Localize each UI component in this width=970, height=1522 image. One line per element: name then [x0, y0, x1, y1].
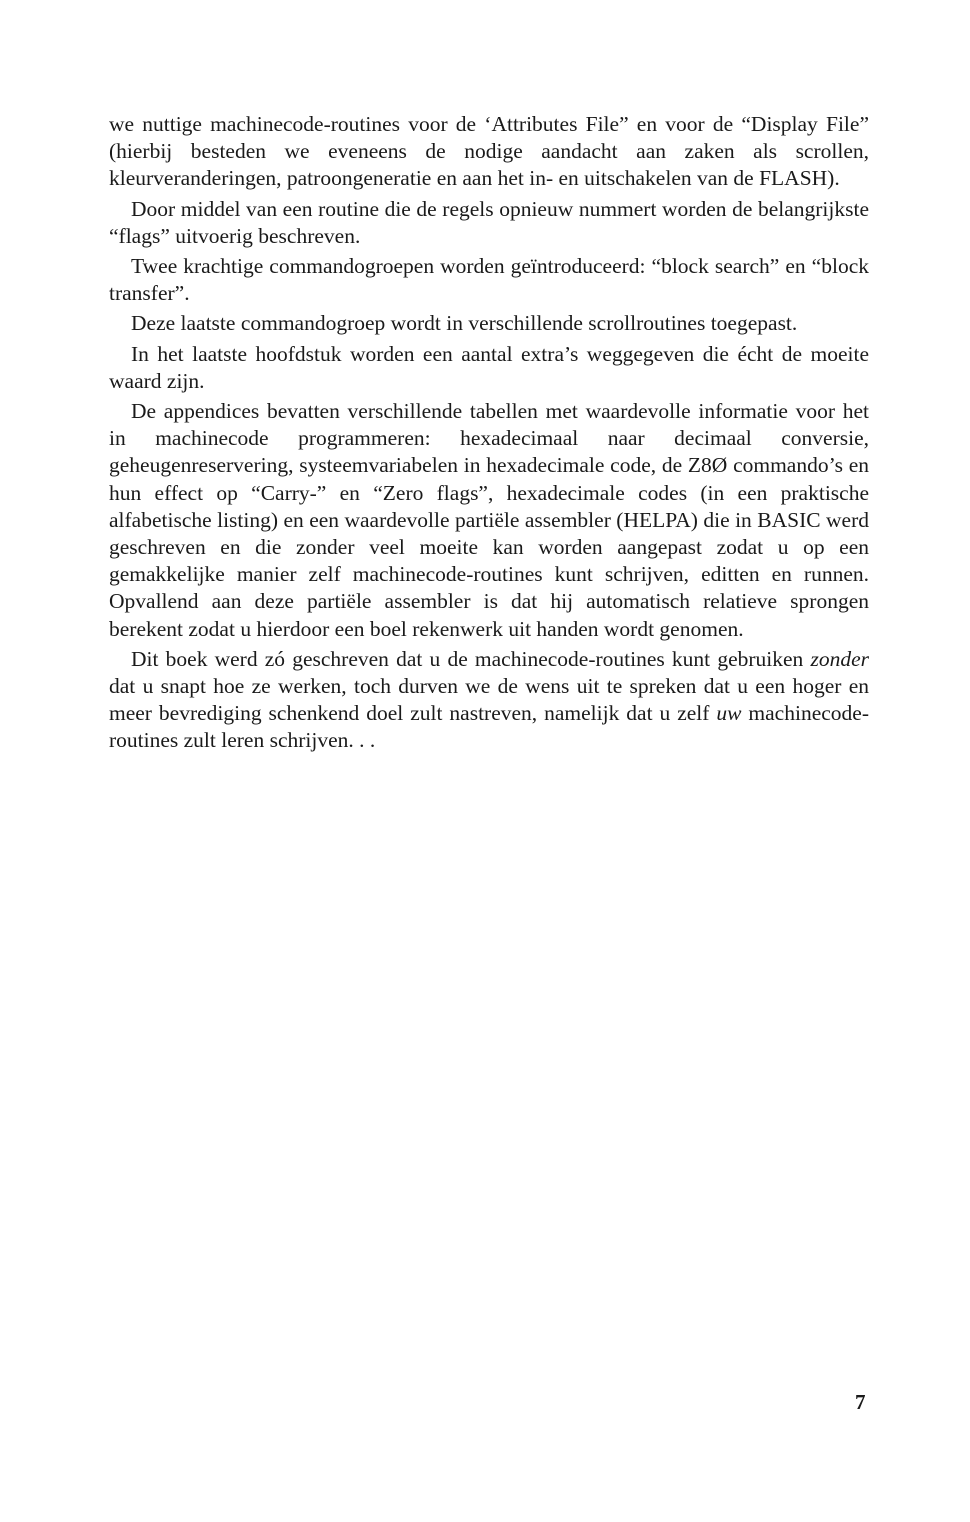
conclusion-text-2: dat u snapt hoe ze werken, toch durven we de wens uit te spreken dat u een hoger en meer bevrediging schenkend doel zult nastreven, namelijk dat u zelf [109, 674, 869, 726]
paragraph-intro-continuation: we nuttige machinecode-routines voor de ‘Attributes File” en voor de “Display File” (hierbij besteden we eveneens de nodige aandacht aan zaken als scrollen, kleurveranderingen, patroongeneratie en aan het in- en uitschakelen van de FLASH). [109, 112, 869, 191]
conclusion-text-1: Dit boek werd zó geschreven dat u de machinecode-routines kunt gebruiken [131, 646, 811, 671]
emphasis-uw: uw [716, 701, 742, 726]
conclusion-text-3: machinecode-routines zult leren schrijven. . . [109, 701, 869, 753]
page-number: 7 [855, 1390, 866, 1414]
paragraph-scrollroutines: Deze laatste commandogroep wordt in verschillende scrollroutines toegepast. [131, 311, 798, 336]
paragraph-flags: Door middel van een routine die de regels opnieuw nummert worden de belangrijkste “flags” uitvoerig beschreven. [109, 196, 869, 248]
page-body [109, 111, 869, 755]
paragraph-commandogroepen: Twee krachtige commandogroepen worden geïntroduceerd: “block search” en “block transfer”. [109, 254, 869, 306]
paragraph-conclusion [109, 646, 869, 755]
emphasis-zonder: zonder [810, 646, 869, 671]
paragraph-laatste-hoofdstuk: In het laatste hoofdstuk worden een aantal extra’s weggegeven die écht de moeite waard zijn. [109, 341, 869, 393]
paragraph-appendices: De appendices bevatten verschillende tabellen met waardevolle informatie voor het in machinecode programmeren: hexadecimaal naar decimaal conversie, geheugenreservering, systeemvariabelen in hexadecimale code, de Z8Ø commando’s en hun effect op “Carry-” en “Zero flags”, hexadecimale codes (in een praktische alfabetische listing) en een waardevolle partiële assembler (HELPA) die in BASIC werd geschreven en die zonder veel moeite kan worden aangepast zodat u op een gemakkelijke manier zelf machinecode-routines kunt schrijven, editten en runnen. Opvallend aan deze partiële assembler is dat hij automatisch relatieve sprongen berekent zodat u hierdoor een boel rekenwerk uit handen wordt genomen. [109, 399, 869, 641]
